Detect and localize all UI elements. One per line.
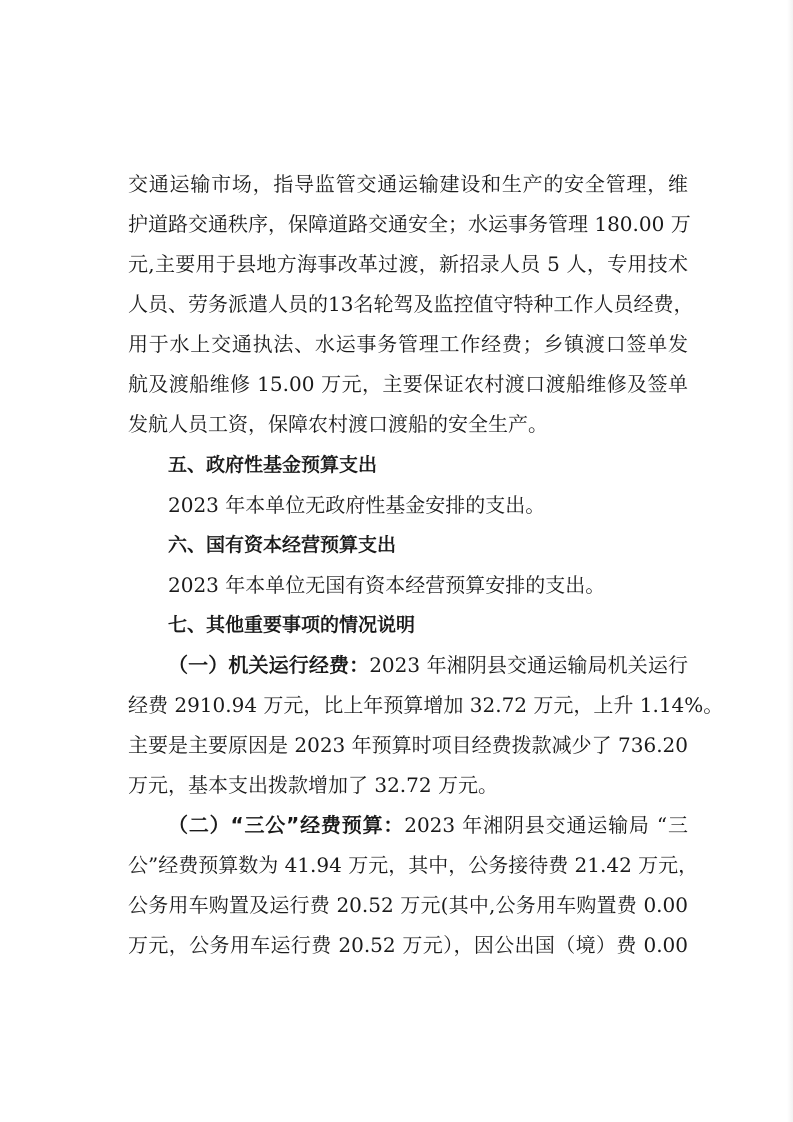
paragraph-line: 用于水上交通执法、水运事务管理工作经费；乡镇渡口签单发	[128, 332, 688, 356]
subsection-label: （一）机关运行经费：	[168, 653, 370, 677]
paragraph-line: 公”经费预算数为 41.94 万元，其中，公务接待费 21.42 万元，	[128, 853, 699, 877]
subsection-text: 2023 年湘阴县交通运输局 “三	[404, 813, 688, 837]
section-heading: 六、国有资本经营预算支出	[168, 534, 397, 556]
paragraph-line: 公务用车购置及运行费 20.52 万元(其中,公务用车购置费 0.00	[128, 893, 688, 917]
paragraph-line: 元,主要用于县地方海事改革过渡，新招录人员 5 人，专用技术	[128, 252, 688, 276]
scan-edge-shadow	[787, 0, 793, 1122]
paragraph-line: 发航人员工资，保障农村渡口渡船的安全生产。	[128, 412, 548, 436]
paragraph-line: 经费 2910.94 万元，比上年预算增加 32.72 万元，上升 1.14%。	[128, 693, 724, 717]
paragraph-line: 万元，基本支出拨款增加了 32.72 万元。	[128, 773, 498, 797]
paragraph-line: 万元，公务用车运行费 20.52 万元），因公出国（境）费 0.00	[128, 933, 688, 957]
paragraph-line: 交通运输市场，指导监管交通运输建设和生产的安全管理，维	[128, 172, 688, 196]
paragraph-line: 主要是主要原因是 2023 年预算时项目经费拨款减少了 736.20	[128, 733, 688, 757]
paragraph-line: 护道路交通秩序，保障道路交通安全；水运事务管理 180.00 万	[128, 212, 691, 236]
paragraph-line: 人员、劳务派遣人员的13名轮驾及监控值守特种工作人员经费，	[128, 292, 694, 316]
subsection-first-line	[168, 651, 688, 679]
section-heading: 五、政府性基金预算支出	[168, 454, 378, 476]
subsection-text: 2023 年湘阴县交通运输局机关运行	[369, 653, 689, 677]
paragraph-line: 航及渡船维修 15.00 万元，主要保证农村渡口渡船维修及签单	[128, 372, 688, 396]
section-heading: 七、其他重要事项的情况说明	[168, 614, 416, 636]
subsection-first-line	[168, 811, 688, 839]
section-body: 2023 年本单位无政府性基金安排的支出。	[168, 493, 546, 517]
section-body: 2023 年本单位无国有资本经营预算安排的支出。	[168, 573, 606, 597]
subsection-label: （二）“三公”经费预算：	[168, 813, 405, 837]
